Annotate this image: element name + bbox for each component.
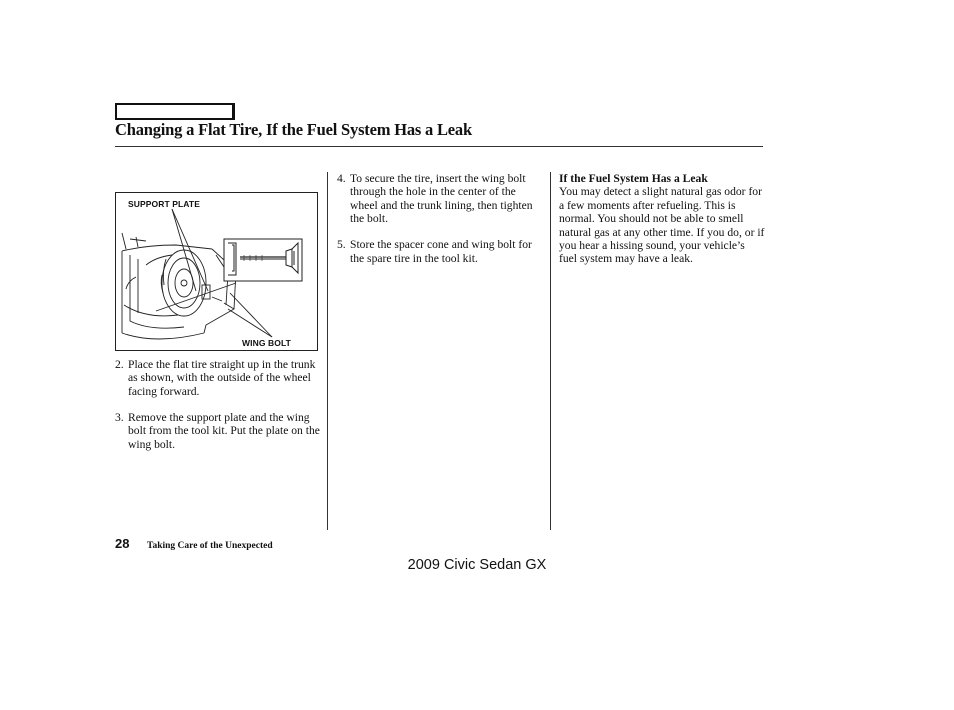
step-text: Remove the support plate and the wing bolt from the tool kit. Put the plate on the wing bolt. — [128, 410, 320, 451]
step-number: 5. — [337, 238, 346, 252]
step-text: To secure the tire, insert the wing bolt through the hole in the center of the wheel and the trunk lining, then tighten the bolt. — [350, 172, 533, 226]
column-divider-left — [327, 172, 328, 530]
trunk-drawing — [116, 193, 318, 351]
model-name: 2009 Civic Sedan GX — [407, 557, 547, 573]
title-rule — [115, 146, 763, 147]
trunk-illustration — [115, 192, 318, 351]
step-number: 3. — [115, 410, 124, 424]
middle-steps — [337, 172, 542, 277]
wing-bolt-label: WING BOLT — [242, 338, 291, 348]
column-divider-right — [550, 172, 551, 530]
page-title: Changing a Flat Tire, If the Fuel System Has a Leak — [115, 120, 472, 139]
step-number: 2. — [115, 358, 124, 371]
section-tab-box — [115, 103, 235, 120]
fuel-leak-section — [559, 172, 765, 266]
fuel-leak-heading: If the Fuel System Has a Leak — [559, 172, 708, 185]
step-2 — [115, 358, 321, 398]
step-4 — [337, 172, 542, 226]
support-plate-label: SUPPORT PLATE — [128, 199, 200, 209]
left-steps — [115, 358, 321, 463]
fuel-leak-text: You may detect a slight natural gas odor for a few moments after refueling. This is normal. You should not be able to smell natural gas at any other time. If you do, or if you hear a hissing sound, your vehicle’s fuel system may have a leak. — [559, 185, 765, 266]
step-text: Store the spacer cone and wing bolt for the spare tire in the tool kit. — [350, 238, 532, 265]
section-name: Taking Care of the Unexpected — [147, 541, 273, 551]
step-5 — [337, 238, 542, 265]
step-text: Place the flat tire straight up in the trunk as shown, with the outside of the wheel facing forward. — [128, 358, 316, 398]
step-number: 4. — [337, 172, 346, 185]
page-number: 28 — [115, 536, 130, 551]
step-3 — [115, 411, 321, 451]
